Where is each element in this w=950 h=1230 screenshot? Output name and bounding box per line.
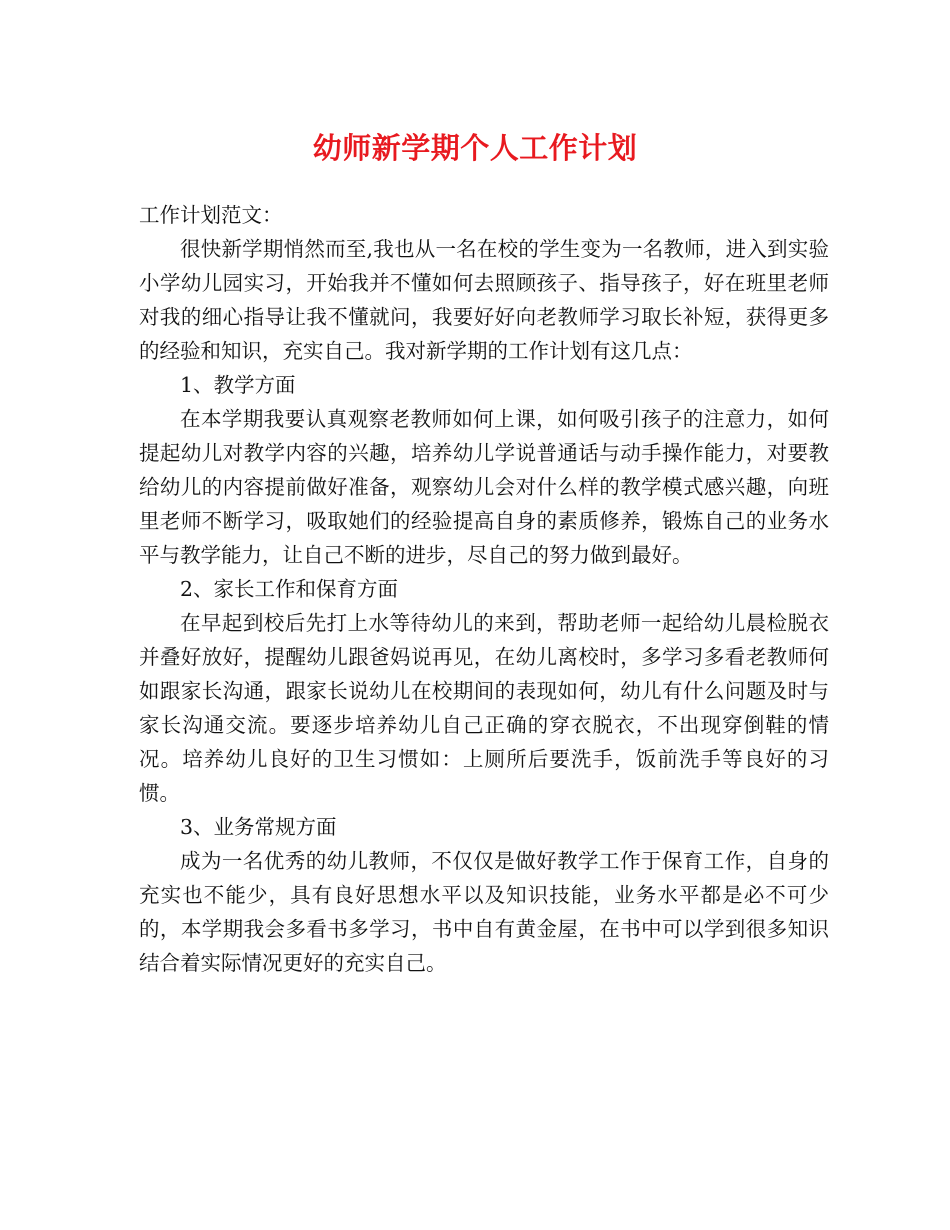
paragraph-intro-label: 工作计划范文： <box>139 203 283 227</box>
section-heading-teaching: 1、教学方面 <box>180 373 296 397</box>
section-heading-professional: 3、业务常规方面 <box>180 815 337 839</box>
document-body <box>139 198 829 980</box>
paragraph-parents-care: 在早起到校后先打上水等待幼儿的来到，帮助老师一起给幼儿晨检脱衣并叠好放好，提醒幼儿跟爸妈说再见，在幼儿离校时，多学习多看老教师何如跟家长沟通，跟家长说幼儿在校期间的表现如何，幼儿有什么问题及时与家长沟通交流。要逐步培养幼儿自己正确的穿衣脱衣，不出现穿倒鞋的情况。培养幼儿良好的卫生习惯如：上厕所后要洗手，饭前洗手等良好的习惯。 <box>139 611 829 805</box>
paragraph-professional: 成为一名优秀的幼儿教师，不仅仅是做好教学工作于保育工作，自身的充实也不能少，具有良好思想水平以及知识技能，业务水平都是必不可少的，本学期我会多看书多学习，书中自有黄金屋，在书中可以学到很多知识结合着实际情况更好的充实自己。 <box>139 849 829 975</box>
paragraph-intro: 很快新学期悄然而至,我也从一名在校的学生变为一名教师，进入到实验小学幼儿园实习，开始我并不懂如何去照顾孩子、指导孩子，好在班里老师对我的细心指导让我不懂就问，我要好好向老教师学习取长补短，获得更多的经验和知识，充实自己。我对新学期的工作计划有这几点： <box>139 237 829 363</box>
paragraph-teaching: 在本学期我要认真观察老教师如何上课，如何吸引孩子的注意力，如何提起幼儿对教学内容的兴趣，培养幼儿学说普通话与动手操作能力，对要教给幼儿的内容提前做好准备，观察幼儿会对什么样的教学模式感兴趣，向班里老师不断学习，吸取她们的经验提高自身的素质修养，锻炼自己的业务水平与教学能力，让自己不断的进步，尽自己的努力做到最好。 <box>139 407 829 567</box>
section-heading-parents-care: 2、家长工作和保育方面 <box>180 577 399 601</box>
document-title: 幼师新学期个人工作计划 <box>312 131 638 165</box>
